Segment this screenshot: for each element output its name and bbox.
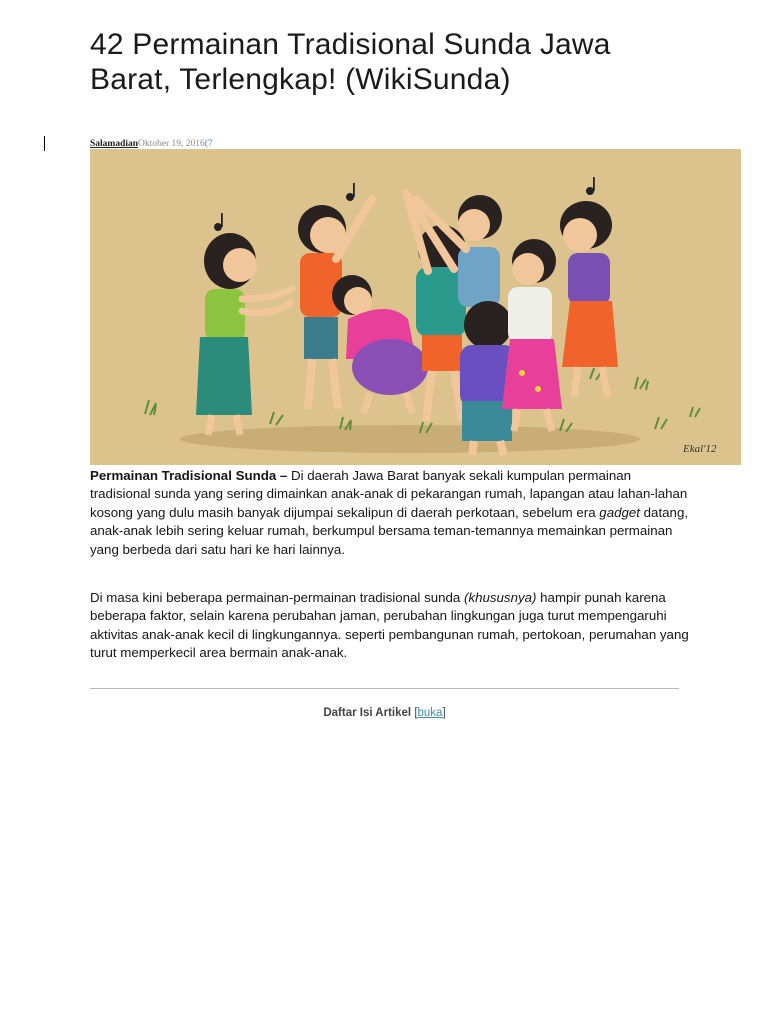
author-link[interactable]: Salamadian bbox=[90, 139, 139, 149]
khususnya-emphasis: (khususnya) bbox=[464, 590, 537, 605]
ground-shadow bbox=[180, 425, 640, 453]
gadget-emphasis: gadget bbox=[599, 504, 640, 520]
second-paragraph: Di masa kini beberapa permainan-permainan tradisional sunda (khususnya) hampir punah karena beberapa faktor, selain karena perubahan jaman, perubahan lingkungan juga turut mempengaruhi aktivitas anak-anak kecil di lingkungannya. seperti pembangunan rumah, pertokoan, perumahan yang turut memperkecil area bermain anak-anak. bbox=[90, 590, 689, 661]
comment-icon: ( bbox=[204, 139, 208, 149]
artist-signature: Ekal'12 bbox=[683, 443, 717, 455]
publish-date: Oktober 19, 2016 bbox=[138, 139, 205, 149]
table-of-contents: Daftar Isi Artikel [buka] bbox=[323, 707, 446, 719]
intro-paragraph: Permainan Tradisional Sunda – Di daerah Jawa Barat banyak sekali kumpulan permainan tradisional sunda yang sering dimainkan anak-anak di pekarangan rumah, lapangan atau lahan-lahan kosong yang dulu masih banyak dijumpai sekalipun di daerah perkotaan, sebelum era gadget datang, anak-anak lebih sering keluar rumah, berkumpul bersama teman-temannya memainkan permainan yang berbeda dari satu hari ke hari lainnya. bbox=[90, 468, 689, 557]
toc-title: Daftar Isi Artikel bbox=[323, 707, 412, 719]
children-playing-illustration bbox=[90, 149, 741, 465]
text-cursor bbox=[44, 136, 45, 151]
comment-count-link[interactable]: (7 bbox=[204, 139, 213, 149]
article-title: 42 Permainan Tradisional Sunda Jawa Barat, Terlengkap! (WikiSunda) bbox=[90, 28, 611, 96]
toc-open-link[interactable]: buka bbox=[417, 707, 443, 719]
section-divider bbox=[90, 688, 679, 689]
intro-lead: Permainan Tradisional Sunda – bbox=[90, 468, 288, 483]
